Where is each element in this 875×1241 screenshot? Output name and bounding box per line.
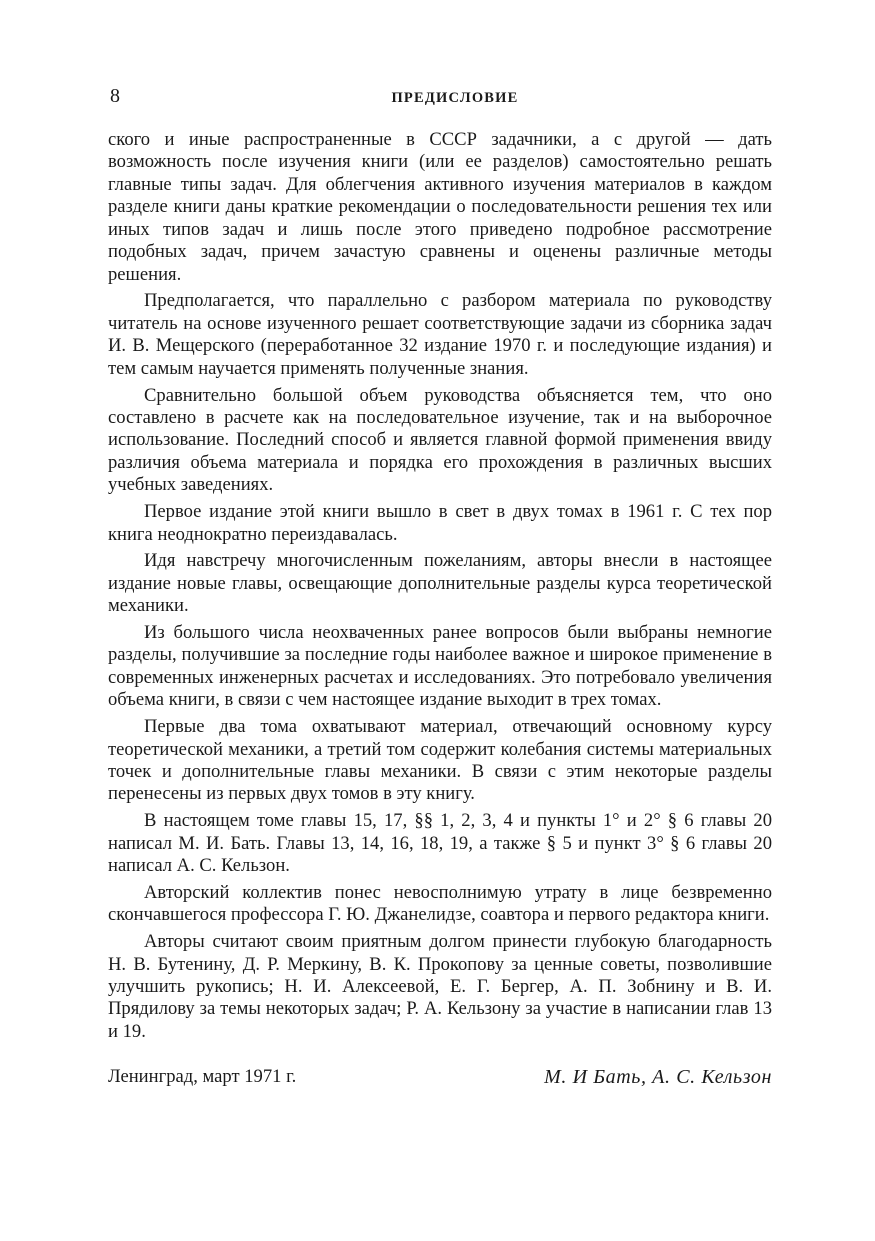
- paragraph-9: Авторский коллектив понес невосполнимую утрату в лице безвременно скончавшегося профессора Г. Ю. Джанелидзе, соавтора и первого редактора книги.: [108, 881, 772, 926]
- paragraph-1: ского и иные распространенные в СССР задачники, а с другой — дать возможность после изучения книги (или ее разделов) самостоятельно решать главные типы задач. Для облегчения активного изучения материалов в каждом разделе книги даны краткие рекомендации о последовательности решения тех или иных типов задач и лишь после этого приведено подробное рассмотрение подобных задач, причем зачастую сравнены и оценены различные методы решения.: [108, 129, 772, 285]
- paragraph-8: В настоящем томе главы 15, 17, §§ 1, 2, 3, 4 и пункты 1° и 2° § 6 главы 20 написал М. И. Бать. Главы 13, 14, 16, 18, 19, а также § 5 и пункт 3° § 6 главы 20 написал А. С. Кельзон.: [108, 810, 772, 877]
- paragraph-2: Предполагается, что параллельно с разбором материала по руководству читатель на основе изученного решает соответствующие задачи из сборника задач И. В. Мещерского (переработанное 32 издание 1970 г. и последующие издания) и тем самым научается применять полученные знания.: [108, 290, 772, 379]
- paragraph-6: Из большого числа неохваченных ранее вопросов были выбраны немногие разделы, получившие за последние годы наиболее важное и широкое применение в современных инженерных расчетах и исследованиях. Это потребовало увеличения объема книги, в связи с чем настоящее издание выходит в трех томах.: [108, 622, 772, 711]
- paragraph-7: Первые два тома охватывают материал, отвечающий основному курсу теоретической механики, а третий том содержит колебания системы материальных точек и дополнительные главы механики. В связи с этим некоторые разделы перенесены из первых двух томов в эту книгу.: [108, 716, 772, 805]
- paragraph-5: Идя навстречу многочисленным пожеланиям, авторы внесли в настоящее издание новые главы, освещающие дополнительные разделы курса теоретической механики.: [108, 550, 772, 617]
- paragraph-10: Авторы считают своим приятным долгом принести глубокую благодарность Н. В. Бутенину, Д. Р. Меркину, В. К. Прокопову за ценные советы, позволившие улучшить рукопись; Н. И. Алексеевой, Е. Г. Бергер, А. П. Зобнину и В. И. Прядилову за темы некоторых задач; Р. А. Кельзону за участие в написании глав 13 и 19.: [108, 931, 772, 1042]
- paragraph-4: Первое издание этой книги вышло в свет в двух томах в 1961 г. С тех пор книга неоднократно переиздавалась.: [108, 501, 772, 545]
- authors-signature: М. И Бать, А. С. Кельзон: [544, 1066, 772, 1088]
- body-text: [108, 129, 772, 1043]
- paragraph-3: Сравнительно большой объем руководства объясняется тем, что оно составлено в расчете как на последовательное изучение, так и на выборочное использование. Последний способ и является главной формой применения ввиду различия объема материала и порядка его прохождения в различных высших учебных заведениях.: [108, 384, 772, 496]
- running-head: [108, 84, 772, 108]
- place-date: Ленинград, март 1971 г.: [108, 1066, 297, 1087]
- page-number: 8: [110, 85, 120, 107]
- signature-line: [108, 1065, 772, 1091]
- running-title: ПРЕДИСЛОВИЕ: [391, 90, 519, 106]
